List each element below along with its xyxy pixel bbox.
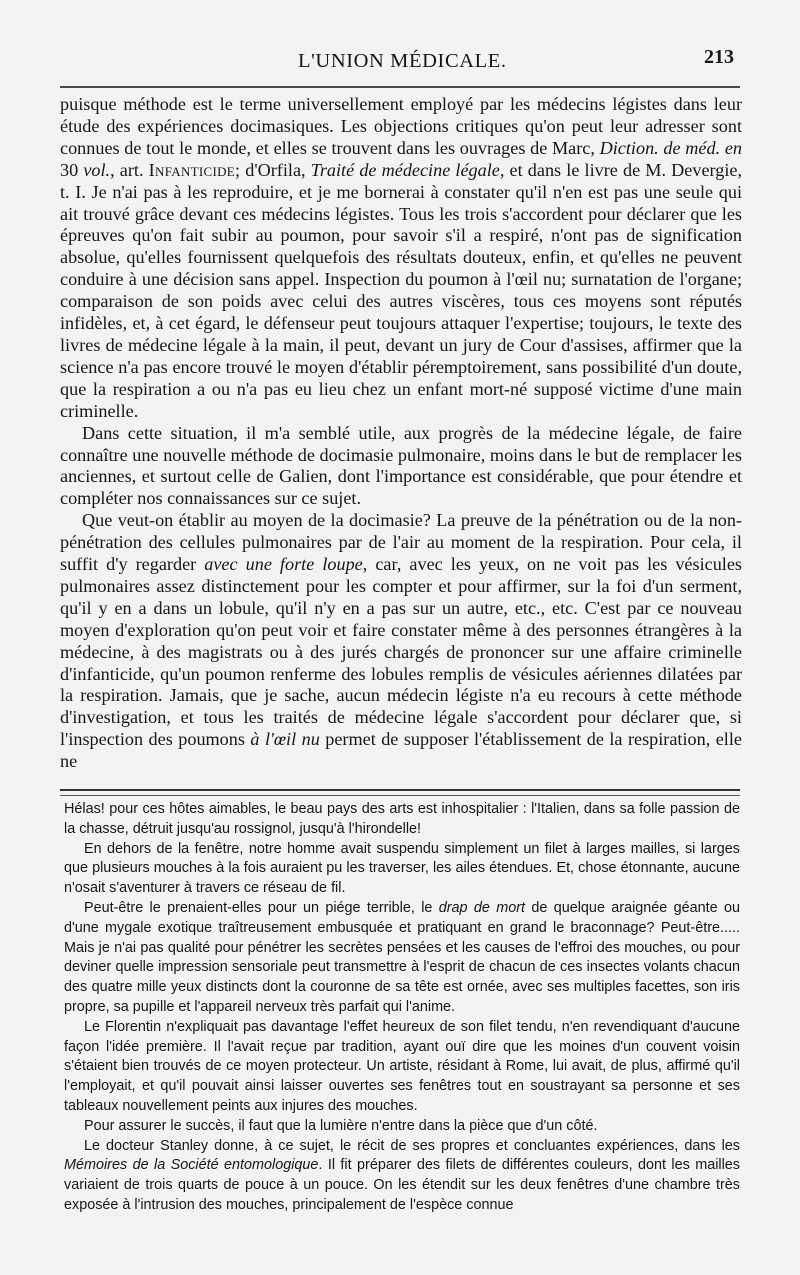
citation-italic: Mémoires de la Société entomologique — [64, 1157, 319, 1174]
citation-italic: Traité de médecine légale, — [310, 159, 505, 180]
feuilleton-paragraph-5: Pour assurer le succès, il faut que la lumière n'entre dans la pièce que d'un côté. — [84, 1117, 598, 1134]
journal-title: L'UNION MÉDICALE. — [298, 50, 507, 72]
article-paragraph-3: Que veut-on établir au moyen de la docimasie? La preuve de la pénétration ou de la non-pénétration des cellules pulmonaires par de l'air au moment de la respiration. Pour cela, il suffit d'y regarder avec une forte loupe, car, avec les yeux, on ne voit pas les vésicules pulmonaires assez distinctement pour les compter et pour affirmer, sur la foi d'un serment, qu'il y en a dans un lobule, qu'il n'y en a pas sur un autre, etc., etc. C'est par ce nouveau moyen d'exploration qu'on peut voir et faire constater même à des personnes étrangères à la médecine, à des magistrats ou à des jurés chargés de prononcer sur une affaire criminelle d'infanticide, qu'un poumon renferme des lobules remplis de vésicules aériennes dilatées par la respiration. Jamais, que je sache, aucun médecin légiste n'a eu recours à cette méthode d'investigation, et tous les traités de médecine légale s'accordent pour déclarer que, si l'inspection des poumons à l'œil nu permet de supposer l'établissement de la respiration, elle ne — [60, 510, 742, 772]
header-rule — [60, 86, 740, 88]
feuilleton-paragraph-4: Le Florentin n'expliquait pas davantage l'effet heureux de son filet tendu, n'en revendiquant d'aucune façon l'idée première. Il l'avait reçue par tradition, ayant ouï dire que les moines d'un couvent voisin s'étaient bien trouvés de ce moyen protecteur. Un artiste, résidant à Rome, lui avait, de plus, affirmé qu'il l'employait, et qu'il pouvait ainsi laisser ouvertes ses fenêtres tout en soustrayant sa personne et ses tableaux nouvellement peints aux injures des mouches. — [64, 1018, 740, 1114]
feuilleton-section — [64, 800, 740, 1216]
page-header — [60, 44, 740, 80]
citation-italic: Diction. de méd. en — [599, 137, 743, 158]
emphasis-italic: avec une forte loupe — [204, 554, 363, 575]
feuilleton-paragraph-3: Peut-être le prenaient-elles pour un piége terrible, le drap de mort de quelque araignée géante ou d'une mygale exotique traîtreusement embusquée et pratiquant en grand le braconnage? Peut-être..... Mais je n'ai pas qualité pour pénétrer les secrètes pensées et les causes de l'effroi des mouches, ou pour deviner quelle impression sensoriale peut transmettre à l'esprit de chacun de ces insectes volants chacun des quatre mille yeux distincts dont la couronne de sa tête est ornée, avec ses multiples facettes, son iris propre, sa pupille et l'appareil nerveux très parfait qui l'anime. — [64, 899, 741, 1015]
feuilleton-paragraph-2: En dehors de la fenêtre, notre homme avait suspendu simplement un filet à larges mailles, si larges que plusieurs mouches à la fois auraient pu les traverser, les ailes étendues. Et, chose étonnante, aucune n'osait s'aventurer à travers ce réseau de fil. — [64, 840, 740, 897]
citation-italic: vol. — [83, 159, 111, 180]
emphasis-italic: drap de mort — [438, 899, 526, 916]
feuilleton-separator — [60, 789, 740, 796]
feuilleton-paragraph-1: Hélas! pour ces hôtes aimables, le beau pays des arts est inhospitalier : l'Italien, dans sa folle passion de la chasse, détruit jusqu'au rossignol, jusqu'à l'hirondelle! — [64, 801, 740, 837]
article-paragraph-2: Dans cette situation, il m'a semblé utile, aux progrès de la médecine légale, de faire connaître une nouvelle méthode de docimasie pulmonaire, moins dans le but de remplacer les anciennes, et surtout celle de Galien, dont l'importance est considérable, que pour étendre et compléter nos connaissances sur ce sujet. — [60, 422, 742, 509]
emphasis-italic: à l'œil nu — [250, 729, 320, 750]
article-keyword: Infanticide — [148, 159, 236, 180]
feuilleton-paragraph-6: Le docteur Stanley donne, à ce sujet, le récit de ses propres et concluantes expériences, dans les Mémoires de la Société entomologique. Il fit préparer des filets de différentes couleurs, dont les mailles variaient de trois quarts de pouce à un pouce. On les étendit sur les deux fenêtres d'une chambre très exposée à l'intrusion des mouches, principalement de l'espèce connue — [64, 1137, 740, 1213]
page-number: 213 — [704, 46, 734, 68]
article-body — [60, 94, 742, 773]
article-paragraph-1: puisque méthode est le terme universellement employé par les médecins légistes dans leur étude des expériences docimasiques. Les objections critiques qu'on peut leur adresser sont connues de tout le monde, et elles se trouvent dans les ouvrages de Marc, Diction. de méd. en 30 vol., art. Infanticide; d'Orfila, Traité de médecine légale, et dans le livre de M. Devergie, t. I. Je n'ai pas à les reproduire, et je me bornerai à constater qu'il n'en est pas une seule qui ait trouvé grâce devant ces médecins légistes. Tous les trois s'accordent pour déclarer que les épreuves qu'on fait subir au poumon, pour savoir s'il a respiré, n'ont pas de signification absolue, qu'elles fournissent quelquefois des résultats douteux, enfin, et qu'elles ne peuvent conduire à une décision sans appel. Inspection du poumon à l'œil nu; surnatation de l'organe; comparaison de son poids avec celui des autres viscères, tous ces moyens sont réputés infidèles, et, à cet égard, le défenseur peut toujours attaquer l'expertise; toujours, le texte des livres de médecine légale à la main, il peut, devant un jury de Cour d'assises, affirmer que la science n'a pas encore trouvé le moyen d'établir péremptoirement, sans possibilité d'un doute, que la respiration a ou n'a pas eu lieu chez un enfant mort-né supposé victime d'une main criminelle. — [60, 94, 743, 421]
